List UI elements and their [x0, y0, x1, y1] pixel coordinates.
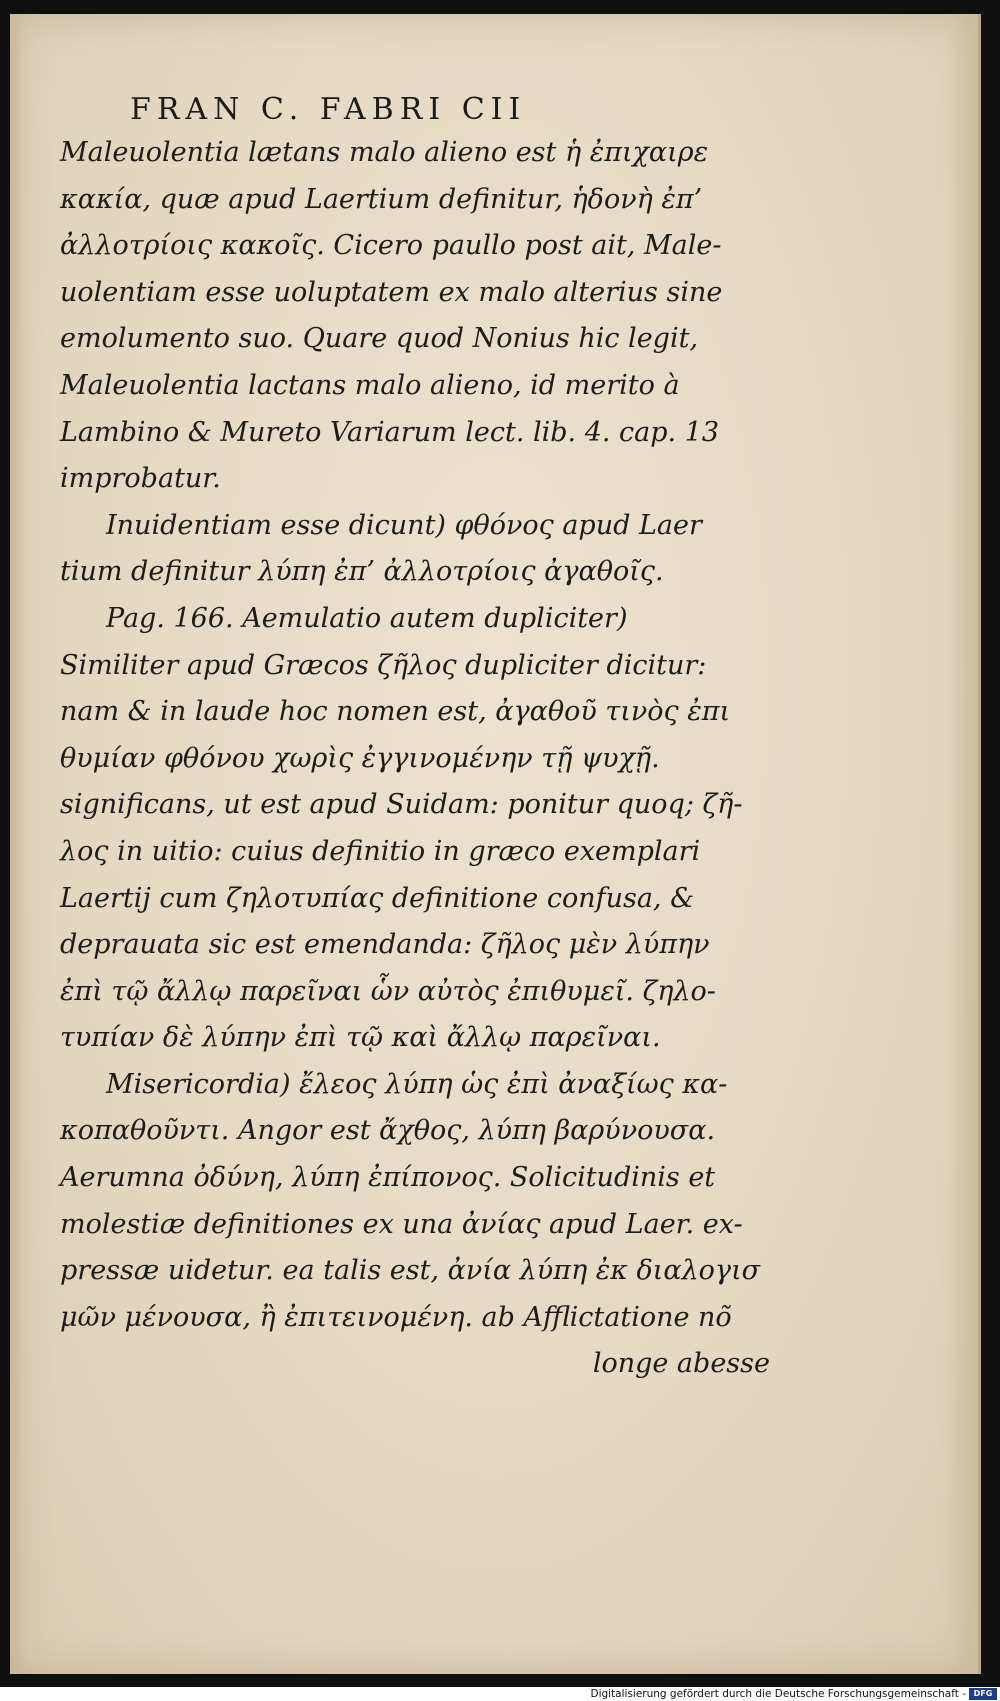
- text-line: significans, ut est apud Suidam: ponitur quoq; ζῆ-: [60, 789, 743, 821]
- text-line: improbatur.: [60, 463, 221, 495]
- text-line: Lambino & Mureto Variarum lect. lib. 4. cap. 13: [60, 416, 720, 448]
- text-line: molestiæ definitiones ex una ἀνίας apud Laer. ex-: [60, 1208, 743, 1240]
- dfg-logo: DFG: [969, 1688, 997, 1700]
- text-line: ἀλλοτρίοις κακοῖς. Cicero paullo post ait, Male-: [60, 230, 722, 262]
- running-head: FRAN C. FABRI CII: [130, 92, 527, 127]
- digitization-credit: Digitalisierung gefördert durch die Deutsche Forschungsgemeinschaft -: [590, 1688, 966, 1700]
- text-line: deprauata sic est emendanda: ζῆλος μὲν λύπην: [60, 929, 710, 961]
- text-line: κοπαθοῦντι. Angor est ἄχθος, λύπη βαρύνουσα.: [60, 1115, 716, 1147]
- text-line: tium definitur λύπη ἐπ’ ἀλλοτρίοις ἀγαθοῖς.: [60, 556, 664, 588]
- text-line: Misericordia) ἔλεος λύπη ὡς ἐπὶ ἀναξίως κα-: [106, 1068, 728, 1100]
- text-line: λος in uitio: cuius definitio in græco exemplari: [60, 835, 701, 867]
- text-line: pressæ uidetur. ea talis est, ἀνία λύπη ἐκ διαλογισ: [60, 1255, 761, 1287]
- text-line: θυμίαν φθόνου χωρὶς ἐγγινομένην τῇ ψυχῇ.: [60, 742, 660, 774]
- text-line: μῶν μένουσα, ἢ ἐπιτεινομένη. ab Afflictatione nõ: [60, 1301, 732, 1333]
- text-line: κακία, quæ apud Laertium definitur, ἡδονὴ ἐπ’: [60, 183, 703, 215]
- text-line: Aerumna ὀδύνη, λύπη ἐπίπονος. Solicitudinis et: [60, 1162, 716, 1194]
- text-line: Inuidentiam esse dicunt) φθόνος apud Laer: [106, 509, 702, 541]
- text-line: Maleuolentia lactans malo alieno, id merito à: [60, 369, 680, 401]
- text-line: Maleuolentia lætans malo alieno est ἡ ἐπιχαιρε: [60, 137, 709, 168]
- text-line: uolentiam esse uoluptatem ex malo alterius sine: [60, 276, 723, 308]
- text-line: Similiter apud Græcos ζῆλος dupliciter dicitur:: [60, 649, 707, 681]
- text-line: ἐπὶ τῷ ἄλλῳ παρεῖναι ὧν αὐτὸς ἐπιθυμεῖ. ζηλο-: [60, 975, 716, 1007]
- page-gutter-shadow: [10, 14, 24, 1674]
- page-edge-shadow: [950, 14, 978, 1674]
- body-text: [60, 130, 770, 1388]
- text-line: τυπίαν δὲ λύπην ἐπὶ τῷ καὶ ἄλλῳ παρεῖναι.: [60, 1022, 661, 1054]
- catchword: longe abesse: [592, 1348, 770, 1380]
- text-line: Laertij cum ζηλοτυπίας definitione confusa, &: [60, 882, 695, 914]
- text-line: emolumento suo. Quare quod Nonius hic legit,: [60, 323, 699, 355]
- text-line: Pag. 166. Aemulatio autem dupliciter): [106, 602, 628, 634]
- text-line: nam & in laude hoc nomen est, ἀγαθοῦ τινὸς ἐπι: [60, 696, 731, 728]
